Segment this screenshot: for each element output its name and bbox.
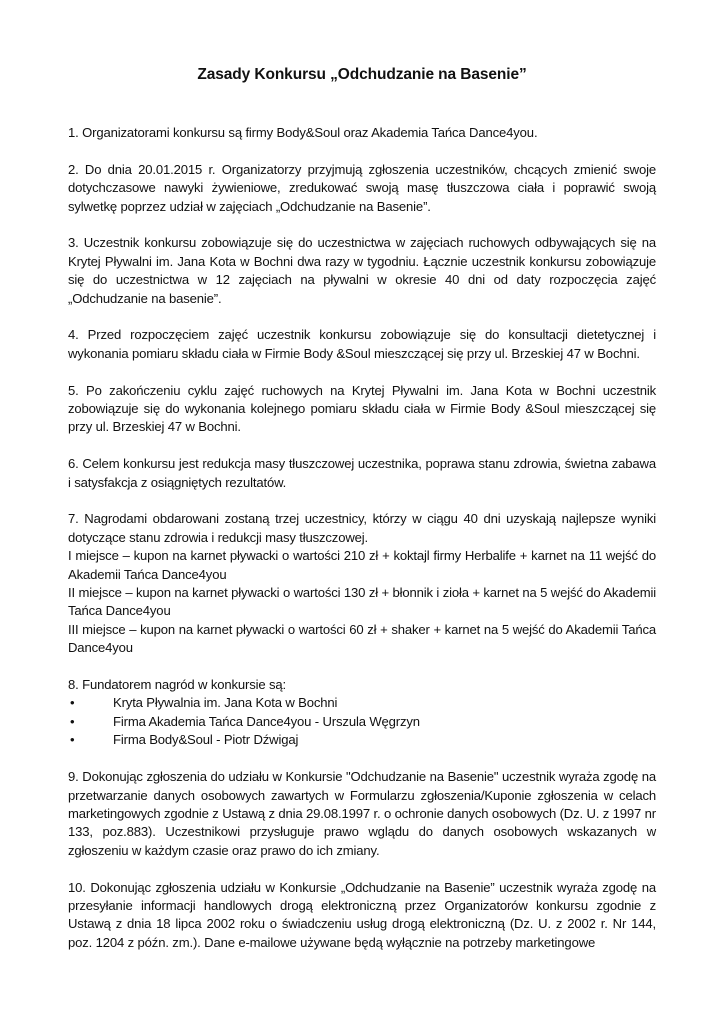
prize-first: I miejsce – kupon na karnet pływacki o wartości 210 zł + koktajl firmy Herbalife + karnet na 11 wejść do Akademii Tańca Dance4you	[68, 548, 656, 582]
rule-5: 5. Po zakończeniu cyklu zajęć ruchowych na Krytej Pływalni im. Jana Kota w Bochni uczestnik zobowiązuje się do wykonania kolejnego pomiaru składu ciała w Firmie Body &Soul mieszczącej się przy ul. Brzeskiej 47 w Bochni.	[68, 382, 656, 435]
page-title: Zasady Konkursu „Odchudzanie na Basenie”	[197, 66, 527, 83]
rule-8: 8. Fundatorem nagród w konkursie są:	[68, 677, 287, 693]
rule-10: 10. Dokonując zgłoszenia udziału w Konkursie „Odchudzanie na Basenie” uczestnik wyraża zgodę na przesyłanie informacji handlowych drogą elektroniczną przez Organizatorów konkursu zgodnie z Ustawą z dnia 18 lipca 2002 roku o świadczeniu usług drogą elektroniczną (Dz. U. z 2002 r. Nr 144, poz. 1204 z późn. zm.). Dane e-mailowe używane będą wyłącznie na potrzeby marketingowe	[68, 879, 656, 950]
sponsor-list	[68, 694, 656, 749]
rule-1: 1. Organizatorami konkursu są firmy Body&Soul oraz Akademia Tańca Dance4you.	[68, 125, 538, 140]
rule-4: 4. Przed rozpoczęciem zajęć uczestnik konkursu zobowiązuje się do konsultacji dietetycznej i wykonania pomiaru składu ciała w Firmie Body &Soul mieszczącej się przy ul. Brzeskiej 47 w Bochni.	[68, 327, 656, 361]
rule-7: 7. Nagrodami obdarowani zostaną trzej uczestnicy, którzy w ciągu 40 dni uzyskają najlepsze wyniki dotyczące stanu zdrowia i redukcji masy tłuszczowej.	[68, 511, 656, 545]
rules-body	[68, 124, 656, 971]
prize-second: II miejsce – kupon na karnet pływacki o wartości 130 zł + błonnik i zioła + karnet na 5 wejść do Akademii Tańca Dance4you	[68, 585, 656, 619]
rule-9: 9. Dokonując zgłoszenia do udziału w Konkursie "Odchudzanie na Basenie" uczestnik wyraża zgodę na przetwarzanie danych osobowych zawartych w Formularzu zgłoszenia/Kuponie zgłoszenia w celach marketingowych zgodnie z Ustawą z dnia 29.08.1997 r. o ochronie danych osobowych (Dz. U. z 1997 nr 133, poz.883). Uczestnikowi przysługuje prawo wglądu do danych osobowych wskazanych w zgłoszeniu w każdym czasie oraz prawo do ich zmiany.	[68, 769, 656, 858]
rule-2: 2. Do dnia 20.01.2015 r. Organizatorzy przyjmują zgłoszenia uczestników, chcących zmienić swoje dotychczasowe nawyki żywieniowe, zredukować swoją masę tłuszczowa ciała i poprawić swoją sylwetkę poprzez udział w zajęciach „Odchudzanie na Basenie”.	[68, 161, 656, 214]
prize-third: III miejsce – kupon na karnet pływacki o wartości 60 zł + shaker + karnet na 5 wejść do Akademii Tańca Dance4you	[68, 621, 656, 656]
rule-6: 6. Celem konkursu jest redukcja masy tłuszczowej uczestnika, poprawa stanu zdrowia, świetna zabawa i satysfakcja z osiągniętych rezultatów.	[68, 456, 656, 490]
list-item: • Firma Body&Soul - Piotr Dźwigaj	[68, 731, 656, 749]
list-item: • Firma Akademia Tańca Dance4you - Urszula Węgrzyn	[68, 713, 656, 731]
list-item: • Kryta Pływalnia im. Jana Kota w Bochni	[68, 694, 656, 712]
rule-3: 3. Uczestnik konkursu zobowiązuje się do uczestnictwa w zajęciach ruchowych odbywających się na Krytej Pływalni im. Jana Kota w Bochni dwa razy w tygodniu. Łącznie uczestnik konkursu zobowiązuje się do uczestnictwa w 12 zajęciach na pływalni w okresie 40 dni od daty rozpoczęcia zajęć „Odchudzanie na basenie”.	[68, 235, 656, 306]
